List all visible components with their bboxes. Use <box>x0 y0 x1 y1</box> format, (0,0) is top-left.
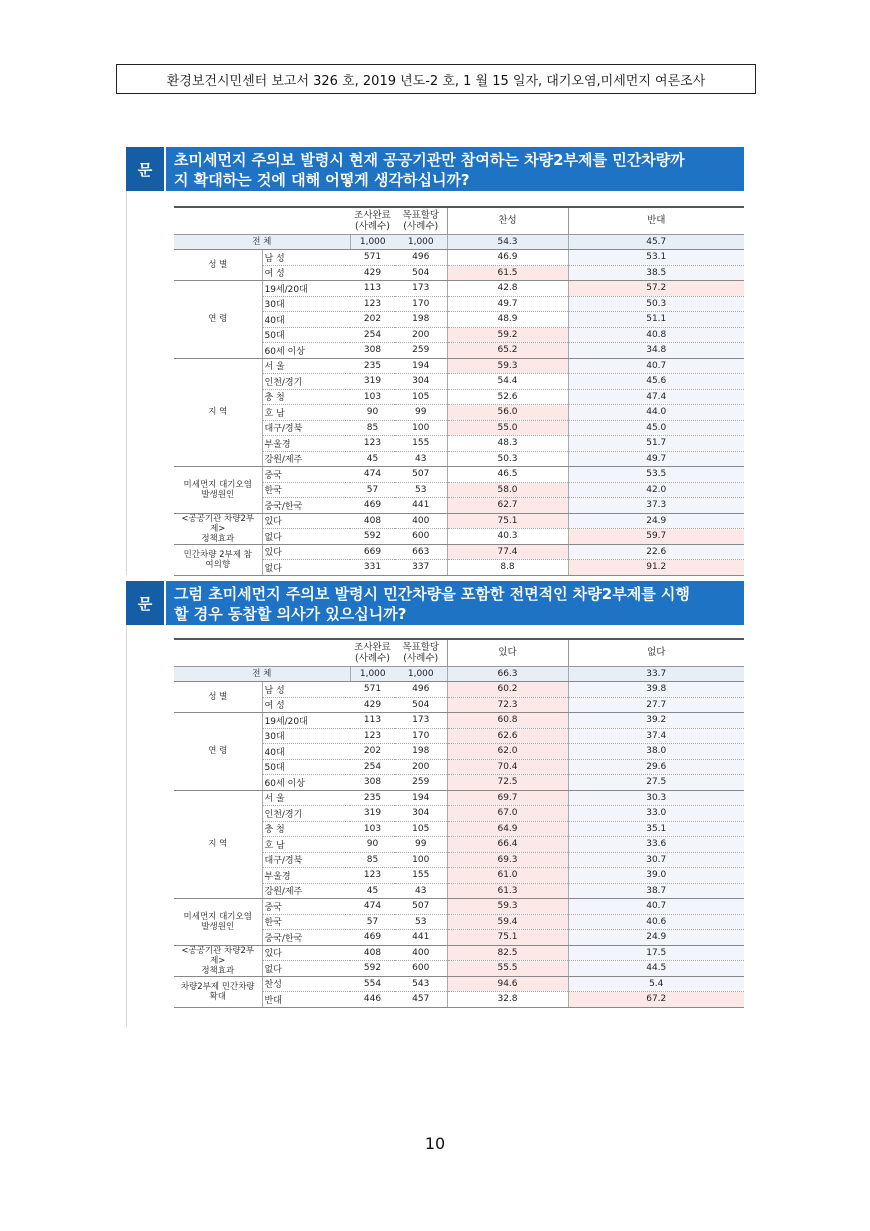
question-text: 초미세먼지 주의보 발령시 현재 공공기관만 참여하는 차량2부제를 민간차량까 지 확대하는 것에 대해 어떻게 생각하십니까? <box>174 151 685 189</box>
table-row <box>174 713 744 729</box>
value-b-cell: 53.1 <box>568 250 744 266</box>
subgroup-label: 60세 이상 <box>262 775 350 791</box>
table-row <box>174 250 744 266</box>
col-target: 목표할당 (사례수) <box>395 207 447 234</box>
group-label: 연 령 <box>174 713 262 791</box>
value-b-cell: 38.5 <box>568 265 744 281</box>
value-a-cell: 65.2 <box>447 343 568 359</box>
value-a-cell: 64.9 <box>447 821 568 837</box>
value-b-cell: 33.7 <box>568 666 744 682</box>
target-cell: 200 <box>395 327 447 343</box>
value-b-cell: 39.0 <box>568 868 744 884</box>
value-b-cell: 24.9 <box>568 513 744 529</box>
subgroup-label: 40대 <box>262 744 350 760</box>
value-a-cell: 40.3 <box>447 529 568 545</box>
value-a-cell: 70.4 <box>447 759 568 775</box>
value-b-cell: 22.6 <box>568 544 744 560</box>
value-a-cell: 59.4 <box>447 914 568 930</box>
target-cell: 441 <box>395 930 447 946</box>
completed-cell: 90 <box>350 837 395 853</box>
value-a-cell: 61.3 <box>447 883 568 899</box>
value-a-cell: 60.2 <box>447 682 568 698</box>
target-cell: 198 <box>395 312 447 328</box>
report-header <box>116 64 756 94</box>
question-tag: 문 <box>126 147 166 191</box>
completed-cell: 85 <box>350 852 395 868</box>
value-b-cell: 27.5 <box>568 775 744 791</box>
subgroup-label: 인천/경기 <box>262 806 350 822</box>
value-a-cell: 94.6 <box>447 976 568 992</box>
group-label: <공공기관 차량2부 제> 정책효과 <box>174 513 262 544</box>
target-cell: 457 <box>395 992 447 1008</box>
value-b-cell: 67.2 <box>568 992 744 1008</box>
subgroup-label: 남 성 <box>262 682 350 698</box>
table-row <box>174 358 744 374</box>
table-row <box>174 513 744 529</box>
completed-cell: 123 <box>350 728 395 744</box>
value-b-cell: 45.7 <box>568 234 744 250</box>
subgroup-label: 반대 <box>262 992 350 1008</box>
completed-cell: 308 <box>350 343 395 359</box>
completed-cell: 113 <box>350 713 395 729</box>
completed-cell: 474 <box>350 467 395 483</box>
completed-cell: 254 <box>350 759 395 775</box>
survey-table-2 <box>174 638 744 1008</box>
completed-cell: 554 <box>350 976 395 992</box>
subgroup-label: 19세/20대 <box>262 281 350 297</box>
target-cell: 400 <box>395 513 447 529</box>
group-label: 지 역 <box>174 790 262 899</box>
value-b-cell: 45.6 <box>568 374 744 390</box>
value-b-cell: 91.2 <box>568 560 744 576</box>
subgroup-label: 19세/20대 <box>262 713 350 729</box>
value-a-cell: 72.3 <box>447 697 568 713</box>
value-a-cell: 55.5 <box>447 961 568 977</box>
target-cell: 259 <box>395 775 447 791</box>
value-a-cell: 58.0 <box>447 482 568 498</box>
value-b-cell: 40.7 <box>568 358 744 374</box>
subgroup-label: 60세 이상 <box>262 343 350 359</box>
group-label: 성 별 <box>174 682 262 713</box>
col-completed: 조사완료 (사례수) <box>350 207 395 234</box>
completed-cell: 308 <box>350 775 395 791</box>
value-a-cell: 66.4 <box>447 837 568 853</box>
completed-cell: 319 <box>350 806 395 822</box>
completed-cell: 474 <box>350 899 395 915</box>
value-b-cell: 42.0 <box>568 482 744 498</box>
value-b-cell: 34.8 <box>568 343 744 359</box>
subgroup-label: 강원/제주 <box>262 451 350 467</box>
group-label: 미세먼지 대기오염 발생원인 <box>174 467 262 514</box>
completed-cell: 202 <box>350 312 395 328</box>
subgroup-label: 중국 <box>262 467 350 483</box>
target-cell: 53 <box>395 482 447 498</box>
col-b: 없다 <box>568 639 744 666</box>
subgroup-label: 50대 <box>262 759 350 775</box>
value-a-cell: 50.3 <box>447 451 568 467</box>
value-a-cell: 62.6 <box>447 728 568 744</box>
total-label: 전 체 <box>174 234 350 250</box>
header-blank <box>174 207 350 234</box>
target-cell: 100 <box>395 420 447 436</box>
value-a-cell: 62.0 <box>447 744 568 760</box>
subgroup-label: 없다 <box>262 560 350 576</box>
completed-cell: 235 <box>350 790 395 806</box>
target-cell: 105 <box>395 821 447 837</box>
value-a-cell: 75.1 <box>447 513 568 529</box>
header-blank <box>174 639 350 666</box>
target-cell: 259 <box>395 343 447 359</box>
table-row <box>174 467 744 483</box>
completed-cell: 123 <box>350 868 395 884</box>
subgroup-label: 한국 <box>262 482 350 498</box>
target-cell: 155 <box>395 436 447 452</box>
completed-cell: 429 <box>350 265 395 281</box>
subgroup-label: 강원/제주 <box>262 883 350 899</box>
value-a-cell: 54.3 <box>447 234 568 250</box>
survey-table-1 <box>174 206 744 576</box>
value-a-cell: 61.5 <box>447 265 568 281</box>
table-row <box>174 281 744 297</box>
value-b-cell: 49.7 <box>568 451 744 467</box>
value-b-cell: 38.0 <box>568 744 744 760</box>
target-cell: 600 <box>395 961 447 977</box>
value-a-cell: 59.3 <box>447 899 568 915</box>
value-a-cell: 42.8 <box>447 281 568 297</box>
value-a-cell: 59.2 <box>447 327 568 343</box>
subgroup-label: 서 울 <box>262 358 350 374</box>
value-b-cell: 57.2 <box>568 281 744 297</box>
value-b-cell: 53.5 <box>568 467 744 483</box>
value-a-cell: 49.7 <box>447 296 568 312</box>
group-label: 차량2부제 민간차량 확대 <box>174 976 262 1007</box>
completed-cell: 57 <box>350 914 395 930</box>
table-row <box>174 790 744 806</box>
value-b-cell: 40.6 <box>568 914 744 930</box>
target-cell: 198 <box>395 744 447 760</box>
value-a-cell: 77.4 <box>447 544 568 560</box>
value-b-cell: 33.0 <box>568 806 744 822</box>
subgroup-label: 남 성 <box>262 250 350 266</box>
subgroup-label: 충 청 <box>262 389 350 405</box>
completed-cell: 85 <box>350 420 395 436</box>
value-b-cell: 35.1 <box>568 821 744 837</box>
col-b: 반대 <box>568 207 744 234</box>
target-cell: 1,000 <box>395 234 447 250</box>
target-cell: 441 <box>395 498 447 514</box>
value-a-cell: 48.3 <box>447 436 568 452</box>
question-banner-2 <box>126 581 744 625</box>
completed-cell: 469 <box>350 930 395 946</box>
value-a-cell: 69.3 <box>447 852 568 868</box>
target-cell: 304 <box>395 374 447 390</box>
target-cell: 173 <box>395 713 447 729</box>
question-tag: 문 <box>126 581 166 625</box>
value-a-cell: 60.8 <box>447 713 568 729</box>
value-a-cell: 69.7 <box>447 790 568 806</box>
target-cell: 155 <box>395 868 447 884</box>
target-cell: 496 <box>395 250 447 266</box>
subgroup-label: 중국/한국 <box>262 498 350 514</box>
completed-cell: 669 <box>350 544 395 560</box>
value-b-cell: 24.9 <box>568 930 744 946</box>
report-header-text: 환경보건시민센터 보고서 326 호, 2019 년도-2 호, 1 월 15 일자, 대기오염,미세먼지 여론조사 <box>166 73 706 89</box>
group-label: 지 역 <box>174 358 262 467</box>
table-row <box>174 682 744 698</box>
completed-cell: 123 <box>350 436 395 452</box>
target-cell: 105 <box>395 389 447 405</box>
value-a-cell: 54.4 <box>447 374 568 390</box>
value-b-cell: 30.7 <box>568 852 744 868</box>
target-cell: 99 <box>395 405 447 421</box>
subgroup-label: 서 울 <box>262 790 350 806</box>
subgroup-label: 호 남 <box>262 405 350 421</box>
table-row <box>174 945 744 961</box>
table-row <box>174 899 744 915</box>
target-cell: 504 <box>395 697 447 713</box>
target-cell: 100 <box>395 852 447 868</box>
subgroup-label: 중국 <box>262 899 350 915</box>
subgroup-label: 여 성 <box>262 697 350 713</box>
completed-cell: 592 <box>350 529 395 545</box>
target-cell: 43 <box>395 451 447 467</box>
col-a: 찬성 <box>447 207 568 234</box>
completed-cell: 469 <box>350 498 395 514</box>
value-b-cell: 51.1 <box>568 312 744 328</box>
value-a-cell: 46.5 <box>447 467 568 483</box>
completed-cell: 123 <box>350 296 395 312</box>
value-b-cell: 40.7 <box>568 899 744 915</box>
value-a-cell: 32.8 <box>447 992 568 1008</box>
group-label: 성 별 <box>174 250 262 281</box>
value-b-cell: 5.4 <box>568 976 744 992</box>
target-cell: 99 <box>395 837 447 853</box>
table-row <box>174 544 744 560</box>
subgroup-label: 여 성 <box>262 265 350 281</box>
question-banner-1 <box>126 147 744 191</box>
subgroup-label: 없다 <box>262 961 350 977</box>
completed-cell: 446 <box>350 992 395 1008</box>
subgroup-label: 호 남 <box>262 837 350 853</box>
table-row-total <box>174 234 744 250</box>
value-a-cell: 61.0 <box>447 868 568 884</box>
completed-cell: 45 <box>350 883 395 899</box>
value-a-cell: 82.5 <box>447 945 568 961</box>
target-cell: 507 <box>395 467 447 483</box>
value-a-cell: 59.3 <box>447 358 568 374</box>
value-b-cell: 37.3 <box>568 498 744 514</box>
target-cell: 200 <box>395 759 447 775</box>
target-cell: 194 <box>395 358 447 374</box>
value-a-cell: 46.9 <box>447 250 568 266</box>
completed-cell: 103 <box>350 389 395 405</box>
subgroup-label: 인천/경기 <box>262 374 350 390</box>
completed-cell: 429 <box>350 697 395 713</box>
value-b-cell: 51.7 <box>568 436 744 452</box>
subgroup-label: 찬성 <box>262 976 350 992</box>
group-label: 미세먼지 대기오염 발생원인 <box>174 899 262 946</box>
group-label: 민간차량 2부제 참 여의향 <box>174 544 262 575</box>
value-b-cell: 30.3 <box>568 790 744 806</box>
subgroup-label: 충 청 <box>262 821 350 837</box>
completed-cell: 592 <box>350 961 395 977</box>
target-cell: 337 <box>395 560 447 576</box>
subgroup-label: 있다 <box>262 945 350 961</box>
subgroup-label: 대구/경북 <box>262 420 350 436</box>
completed-cell: 202 <box>350 744 395 760</box>
value-b-cell: 59.7 <box>568 529 744 545</box>
value-b-cell: 39.2 <box>568 713 744 729</box>
value-b-cell: 27.7 <box>568 697 744 713</box>
subgroup-label: 없다 <box>262 529 350 545</box>
target-cell: 496 <box>395 682 447 698</box>
target-cell: 507 <box>395 899 447 915</box>
completed-cell: 113 <box>350 281 395 297</box>
col-a: 있다 <box>447 639 568 666</box>
subgroup-label: 부울경 <box>262 436 350 452</box>
subgroup-label: 50대 <box>262 327 350 343</box>
subgroup-label: 중국/한국 <box>262 930 350 946</box>
value-b-cell: 37.4 <box>568 728 744 744</box>
value-a-cell: 67.0 <box>447 806 568 822</box>
completed-cell: 254 <box>350 327 395 343</box>
value-a-cell: 48.9 <box>447 312 568 328</box>
value-b-cell: 44.5 <box>568 961 744 977</box>
value-a-cell: 52.6 <box>447 389 568 405</box>
subgroup-label: 30대 <box>262 728 350 744</box>
subgroup-label: 있다 <box>262 513 350 529</box>
completed-cell: 103 <box>350 821 395 837</box>
target-cell: 173 <box>395 281 447 297</box>
subgroup-label: 대구/경북 <box>262 852 350 868</box>
col-target: 목표할당 (사례수) <box>395 639 447 666</box>
subgroup-label: 한국 <box>262 914 350 930</box>
target-cell: 43 <box>395 883 447 899</box>
value-b-cell: 40.8 <box>568 327 744 343</box>
value-a-cell: 66.3 <box>447 666 568 682</box>
subgroup-label: 30대 <box>262 296 350 312</box>
value-a-cell: 56.0 <box>447 405 568 421</box>
group-label: <공공기관 차량2부 제> 정책효과 <box>174 945 262 976</box>
total-label: 전 체 <box>174 666 350 682</box>
col-completed: 조사완료 (사례수) <box>350 639 395 666</box>
value-b-cell: 44.0 <box>568 405 744 421</box>
target-cell: 53 <box>395 914 447 930</box>
value-b-cell: 47.4 <box>568 389 744 405</box>
question-text: 그럼 초미세먼지 주의보 발령시 민간차량을 포함한 전면적인 차량2부제를 시행 할 경우 동참할 의사가 있으십니까? <box>174 585 690 623</box>
completed-cell: 1,000 <box>350 666 395 682</box>
value-a-cell: 75.1 <box>447 930 568 946</box>
target-cell: 400 <box>395 945 447 961</box>
completed-cell: 408 <box>350 945 395 961</box>
group-label: 연 령 <box>174 281 262 359</box>
completed-cell: 235 <box>350 358 395 374</box>
completed-cell: 1,000 <box>350 234 395 250</box>
value-b-cell: 50.3 <box>568 296 744 312</box>
completed-cell: 45 <box>350 451 395 467</box>
table-row <box>174 976 744 992</box>
value-b-cell: 38.7 <box>568 883 744 899</box>
target-cell: 194 <box>395 790 447 806</box>
completed-cell: 408 <box>350 513 395 529</box>
subgroup-label: 40대 <box>262 312 350 328</box>
target-cell: 170 <box>395 728 447 744</box>
completed-cell: 319 <box>350 374 395 390</box>
value-b-cell: 33.6 <box>568 837 744 853</box>
target-cell: 504 <box>395 265 447 281</box>
table-row-total <box>174 666 744 682</box>
completed-cell: 571 <box>350 250 395 266</box>
completed-cell: 331 <box>350 560 395 576</box>
target-cell: 170 <box>395 296 447 312</box>
value-a-cell: 62.7 <box>447 498 568 514</box>
value-a-cell: 72.5 <box>447 775 568 791</box>
target-cell: 663 <box>395 544 447 560</box>
page-number: 10 <box>424 1134 446 1153</box>
value-b-cell: 17.5 <box>568 945 744 961</box>
value-b-cell: 29.6 <box>568 759 744 775</box>
target-cell: 1,000 <box>395 666 447 682</box>
completed-cell: 57 <box>350 482 395 498</box>
value-b-cell: 45.0 <box>568 420 744 436</box>
subgroup-label: 있다 <box>262 544 350 560</box>
value-b-cell: 39.8 <box>568 682 744 698</box>
completed-cell: 90 <box>350 405 395 421</box>
target-cell: 543 <box>395 976 447 992</box>
target-cell: 304 <box>395 806 447 822</box>
completed-cell: 571 <box>350 682 395 698</box>
subgroup-label: 부울경 <box>262 868 350 884</box>
value-a-cell: 8.8 <box>447 560 568 576</box>
target-cell: 600 <box>395 529 447 545</box>
value-a-cell: 55.0 <box>447 420 568 436</box>
